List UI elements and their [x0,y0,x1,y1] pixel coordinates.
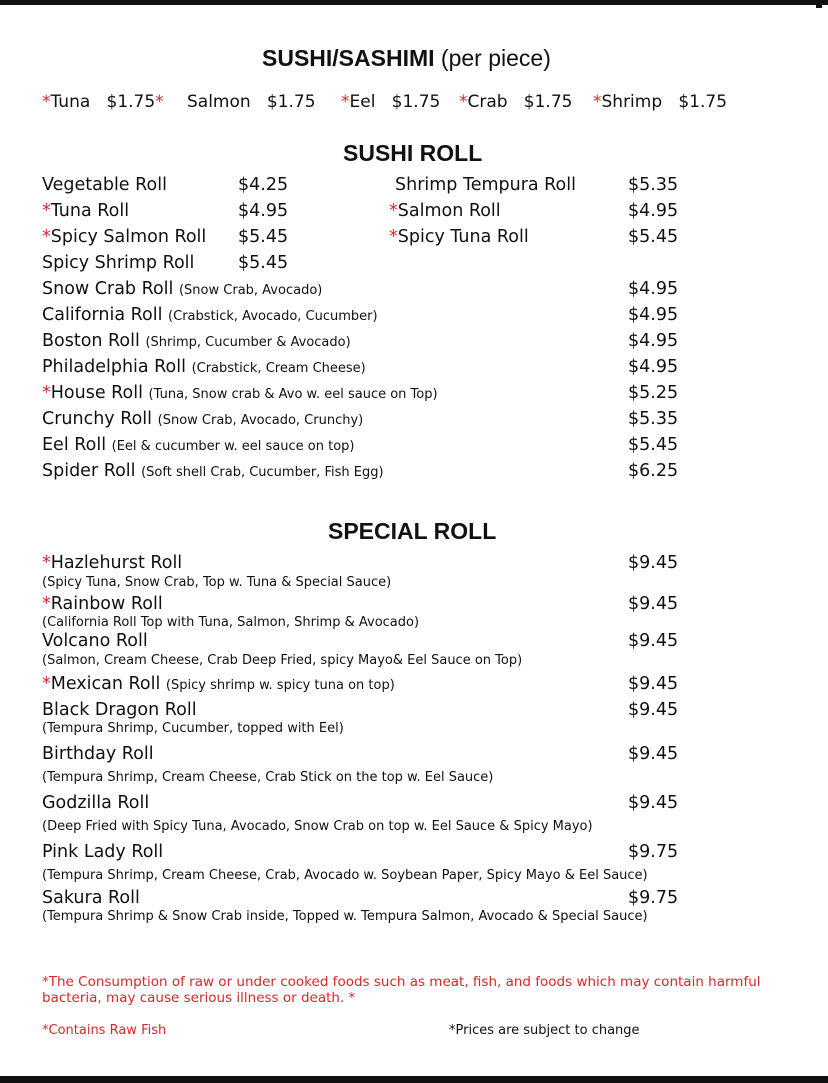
top-border [0,0,828,5]
roll-price-vegetable: $4.25 [238,175,289,195]
roll-price-crunchy: $5.35 [628,409,679,429]
special-desc-hazlehurst: (Spicy Tuna, Snow Crab, Top w. Tuna & Special Sauce) [42,575,392,590]
special-name-text: Hazlehurst Roll [50,553,183,573]
roll-name: Spider Roll [42,461,136,481]
roll-price-tuna: $4.95 [238,201,289,221]
sashimi-item-shrimp [593,92,727,112]
sashimi-item-tuna [42,92,164,112]
roll-price-california: $4.95 [628,305,679,325]
sashimi-name: Eel [349,92,376,112]
price-change-note: *Prices are subject to change [449,1023,640,1038]
raw-star: * [341,92,350,112]
roll-snow-crab [42,279,322,299]
roll-name-text: Spicy Salmon Roll [50,227,207,247]
special-desc-inline: (Spicy shrimp w. spicy tuna on top) [165,678,395,693]
special-name-volcano: Volcano Roll [42,631,148,651]
roll-price-eel: $5.45 [628,435,679,455]
sashimi-title: SUSHI/SASHIMI [262,45,435,71]
special-desc-rainbow: (California Roll Top with Tuna, Salmon, Shrimp & Avocado) [42,615,420,630]
roll-eel [42,435,355,455]
special-price-volcano: $9.45 [628,631,679,651]
bottom-border [0,1076,828,1083]
roll-price-spicy-shrimp: $5.45 [238,253,289,273]
sashimi-price: $1.75 [523,92,573,112]
roll-price-philadelphia: $4.95 [628,357,679,377]
raw-star: * [42,383,51,403]
roll-california [42,305,378,325]
roll-price-shrimp-tempura: $5.35 [628,175,679,195]
special-price-pink-lady: $9.75 [628,842,679,862]
roll-crunchy [42,409,363,429]
roll-house [42,383,438,403]
special-price-godzilla: $9.45 [628,793,679,813]
sashimi-name: Tuna [50,92,91,112]
special-price-birthday: $9.45 [628,744,679,764]
roll-name: Snow Crab Roll [42,279,174,299]
roll-desc: (Crabstick, Cream Cheese) [191,361,366,376]
special-roll-heading: SPECIAL ROLL [328,518,497,544]
sashimi-name: Shrimp [601,92,663,112]
raw-star: * [42,92,51,112]
roll-name: Philadelphia Roll [42,357,186,377]
raw-star: * [42,227,51,247]
special-mexican [42,674,395,694]
special-name-black-dragon: Black Dragon Roll [42,700,197,720]
roll-price-boston: $4.95 [628,331,679,351]
roll-desc: (Eel & cucumber w. eel sauce on top) [111,439,355,454]
roll-name-text: Salmon Roll [397,201,501,221]
special-price-sakura: $9.75 [628,888,679,908]
sashimi-item-crab [459,92,572,112]
sashimi-subtitle: (per piece) [440,45,551,71]
special-price-black-dragon: $9.45 [628,700,679,720]
sashimi-heading [262,45,551,72]
sashimi-name: Salmon [187,92,251,112]
sashimi-price: $1.75 [266,92,316,112]
roll-price-spicy-salmon: $5.45 [238,227,289,247]
roll-philadelphia [42,357,366,377]
roll-price-house: $5.25 [628,383,679,403]
roll-price-spider: $6.25 [628,461,679,481]
sashimi-item-salmon [187,92,316,112]
special-desc-volcano: (Salmon, Cream Cheese, Crab Deep Fried, spicy Mayo& Eel Sauce on Top) [42,653,523,668]
roll-price-salmon: $4.95 [628,201,679,221]
roll-price-snow-crab: $4.95 [628,279,679,299]
roll-name-text: Tuna Roll [50,201,130,221]
special-price-rainbow: $9.45 [628,594,679,614]
roll-name-spicy-shrimp: Spicy Shrimp Roll [42,253,195,273]
roll-desc: (Tuna, Snow crab & Avo w. eel sauce on Top) [148,387,438,402]
special-desc-godzilla: (Deep Fried with Spicy Tuna, Avocado, Snow Crab on top w. Eel Sauce & Spicy Mayo) [42,819,593,834]
roll-desc: (Shrimp, Cucumber & Avocado) [145,335,351,350]
raw-star: * [389,227,398,247]
roll-name: House Roll [50,383,143,403]
sushi-roll-heading: SUSHI ROLL [343,140,483,166]
roll-spider [42,461,384,481]
raw-star: * [42,674,51,694]
roll-name-text: Spicy Tuna Roll [397,227,529,247]
special-name-text: Mexican Roll [50,674,161,694]
roll-name: Crunchy Roll [42,409,153,429]
special-name-sakura: Sakura Roll [42,888,140,908]
special-name-birthday: Birthday Roll [42,744,154,764]
raw-star: * [42,594,51,614]
roll-name: Boston Roll [42,331,140,351]
raw-star: * [155,92,164,112]
special-price-mexican: $9.45 [628,674,679,694]
roll-boston [42,331,351,351]
raw-star: * [389,201,398,221]
roll-name-shrimp-tempura: Shrimp Tempura Roll [395,175,576,195]
special-price-hazlehurst: $9.45 [628,553,679,573]
special-name-text: Rainbow Roll [50,594,163,614]
roll-desc: (Snow Crab, Avocado, Crunchy) [157,413,364,428]
roll-name-spicy-tuna [389,227,529,247]
special-name-godzilla: Godzilla Roll [42,793,150,813]
sashimi-price: $1.75 [391,92,441,112]
raw-fish-note: *Contains Raw Fish [42,1023,167,1038]
roll-name: Eel Roll [42,435,107,455]
roll-name-spicy-salmon [42,227,206,247]
raw-star: * [42,553,51,573]
roll-name-tuna [42,201,129,221]
raw-star: * [42,201,51,221]
sashimi-price: $1.75 [678,92,728,112]
special-desc-pink-lady: (Tempura Shrimp, Cream Cheese, Crab, Avocado w. Soybean Paper, Spicy Mayo & Eel Sauce) [42,868,648,883]
raw-star: * [459,92,468,112]
special-desc-sakura: (Tempura Shrimp & Snow Crab inside, Topped w. Tempura Salmon, Avocado & Special Sauce) [42,909,648,924]
roll-desc: (Crabstick, Avocado, Cucumber) [168,309,378,324]
sashimi-price: $1.75 [106,92,156,112]
top-notch [816,0,822,8]
special-name-hazlehurst [42,553,182,573]
raw-food-warning: *The Consumption of raw or under cooked foods such as meat, fish, and foods which may contain harmful bacteria, may cause serious illness or death. * [42,974,761,1006]
roll-name-salmon [389,201,501,221]
sashimi-name: Crab [467,92,508,112]
raw-star: * [593,92,602,112]
special-desc-birthday: (Tempura Shrimp, Cream Cheese, Crab Stick on the top w. Eel Sauce) [42,770,494,785]
roll-name-vegetable: Vegetable Roll [42,175,167,195]
special-desc-black-dragon: (Tempura Shrimp, Cucumber, topped with Eel) [42,721,344,736]
roll-desc: (Soft shell Crab, Cucumber, Fish Egg) [141,465,384,480]
roll-price-spicy-tuna: $5.45 [628,227,679,247]
roll-desc: (Snow Crab, Avocado) [178,283,323,298]
special-name-rainbow [42,594,163,614]
special-name-pink-lady: Pink Lady Roll [42,842,164,862]
sashimi-item-eel [341,92,440,112]
roll-name: California Roll [42,305,163,325]
